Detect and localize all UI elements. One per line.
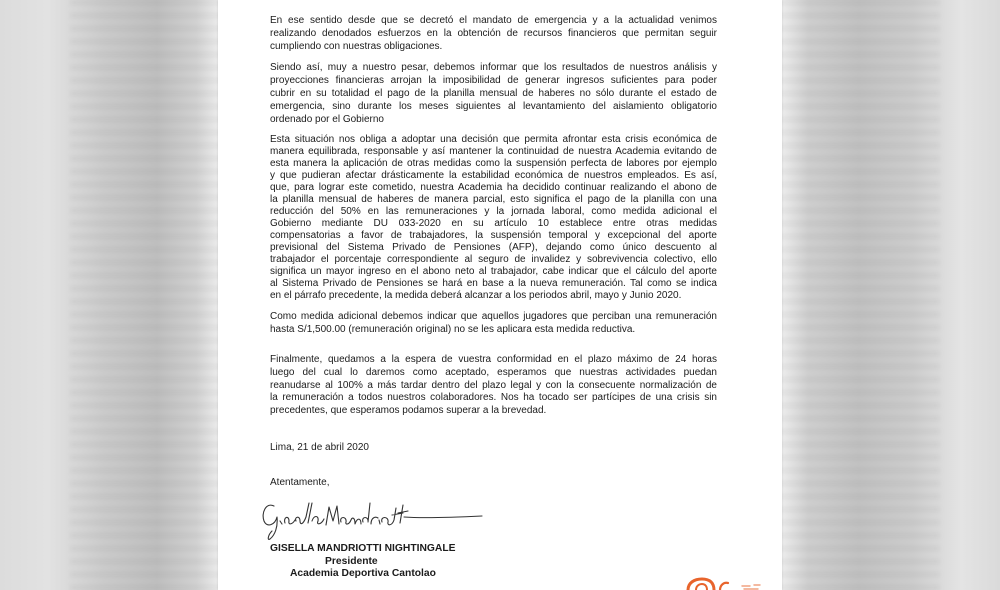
signatory-title: Presidente: [325, 556, 378, 567]
text-line: Gobierno mediante DU 033-2020 en su artículo 10 establece entre otras medidas: [270, 218, 717, 229]
paragraph-5: [270, 354, 717, 418]
blurred-background-right: [782, 0, 1000, 590]
text-line: y que pudieran afectar drásticamente la estabilidad económica de nuestros empleados. Es así,: [270, 170, 717, 181]
text-line: reanudarse al 100% a más tardar dentro del plazo legal y con la consecuente normalización de: [270, 379, 717, 391]
text-line: que, para lograr este cometido, nuestra Academia ha decidido continuar realizando el abono de: [270, 182, 717, 193]
text-line: hasta S/1,500.00 (remuneración original) no se les aplicara esta medida reductiva.: [270, 324, 636, 335]
text-line: esta manera la aplicación de otras medidas como la suspensión perfecta de labores por ejemplo: [270, 158, 717, 169]
place-and-date: Lima, 21 de abril 2020: [270, 442, 369, 453]
text-line: compensatorias a favor de trabajadores, la suspensión temporal y excepcional del aporte: [270, 230, 717, 241]
text-line: en el párrafo precedente, la medida deberá alcanzar a los periodos abril, mayo y Junio 2020.: [270, 290, 682, 301]
blurred-texture: [70, 0, 218, 590]
text-line: al Sistema Privado de Pensiones se hará en base a la nueva remuneración. Tal como se indica: [270, 278, 717, 289]
text-line: En ese sentido desde que se decretó el mandato de emergencia y a la actualidad venimos: [270, 15, 717, 26]
text-line: la remuneración a todos nuestros colaboradores. Nos ha tocado ser partícipes de una crisis sin: [270, 392, 717, 404]
blurred-background-left: [0, 0, 218, 590]
text-line: Esta situación nos obliga a adoptar una decisión que permita afrontar esta crisis económica de: [270, 134, 717, 145]
text-line: manera equilibrada, responsable y así mantener la continuidad de nuestra Academia evitando de: [270, 146, 717, 157]
text-line: Finalmente, quedamos a la espera de vuestra conformidad en el plazo máximo de 24 horas: [270, 354, 717, 365]
letter-page: [218, 0, 782, 590]
paragraph-3: [270, 134, 717, 302]
text-line: emergencia, sino durante los meses siguientes al levantamiento del aislamiento obligatorio: [270, 101, 717, 112]
organization-logo: [684, 577, 782, 590]
text-line: realizando denodados esfuerzos en la obtención de recursos financieros que permitan seguir: [270, 28, 717, 39]
signatory-organization: Academia Deportiva Cantolao: [290, 568, 436, 579]
paragraph-1: [270, 14, 717, 53]
text-line: la planilla mensual de haberes de manera parcial, esto significa el pago de la planilla con una: [270, 194, 717, 205]
text-line: proyecciones financieras arrojan la imposibilidad de generar ingresos suficientes para poder: [270, 75, 717, 86]
text-line: reducción del 50% en las remuneraciones y la jornada laboral, como medida adicional el: [270, 206, 717, 217]
text-line: trabajador el porcentaje correspondiente al seguro de invalidez y sobrevivencia colectivo, ello: [270, 254, 717, 265]
text-line: ordenado por el Gobierno: [270, 114, 384, 125]
signature: [258, 497, 490, 543]
signatory-name: GISELLA MANDRIOTTI NIGHTINGALE: [270, 543, 456, 554]
text-line: precedentes, que esperamos podamos superar a la brevedad.: [270, 405, 547, 417]
text-line: significa un mayor ingreso en el abono neto al trabajador, cabe indicar que el cálculo del aporte: [270, 266, 717, 277]
text-line: Como medida adicional debemos indicar que aquellos jugadores que perciban una remuneración: [270, 311, 717, 322]
paragraph-2: [270, 61, 717, 126]
text-line: luego del cual lo daremos como aceptado, esperamos que nuestras actividades puedan: [270, 366, 717, 378]
closing-salutation: Atentamente,: [270, 477, 330, 488]
text-line: previsional del Sistema Privado de Pensiones (AFP), dejando como único descuento al: [270, 242, 717, 253]
text-line: cumpliendo con nuestras obligaciones.: [270, 41, 443, 52]
paragraph-4: [270, 310, 717, 336]
text-line: cubrir en su totalidad el pago de la planilla mensual de haberes no sólo durante el estado de: [270, 88, 717, 99]
blurred-texture: [782, 0, 940, 590]
text-line: Siendo así, muy a nuestro pesar, debemos informar que los resultados de nuestros análisis y: [270, 62, 717, 73]
